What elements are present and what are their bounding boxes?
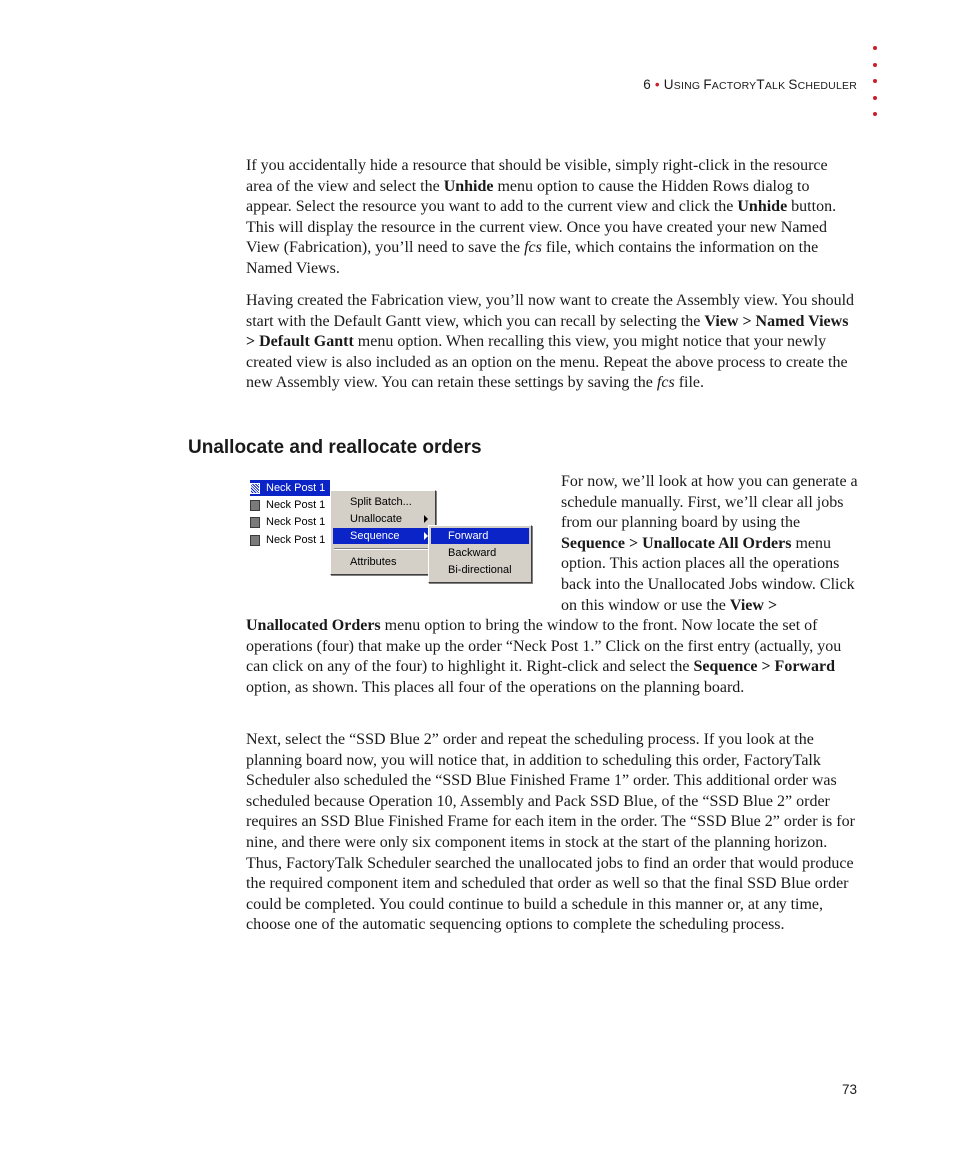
resource-item[interactable]: [250, 497, 330, 513]
resource-label: Neck Post 1: [266, 534, 326, 546]
resource-item[interactable]: [250, 532, 330, 548]
margin-dot: [873, 46, 877, 50]
header-bullet: •: [654, 77, 660, 92]
sequence-submenu: [428, 525, 532, 583]
margin-dots: [871, 46, 879, 129]
text-run: menu option. This action places all the operations back into the Unallocated Jobs window. Click on this window or use the: [561, 534, 855, 614]
text-run: menu option. When recalling this view, you might notice that your newly created view is also included as an option on the menu. Repeat the above process to create the new Assembly view. You can retain these settings by saving the: [246, 333, 848, 392]
text-run: If you accidentally hide a resource that should be visible, simply right-click in the resource area of the view and select the: [246, 157, 828, 195]
text-run: Unhide: [737, 198, 788, 216]
text-run: button. This will display the resource in the current view. Once you have created your new Named View (Fabrication), you’ll need to save the: [246, 198, 837, 257]
paragraph-unhide: [246, 156, 858, 280]
resource-icon: [250, 535, 260, 546]
resource-label: Neck Post 1: [266, 516, 326, 528]
text-run: option, as shown. This places all four of the operations on the planning board.: [246, 678, 745, 696]
text-run: Sequence > Unallocate All Orders: [561, 534, 792, 552]
chapter-title-part: ACTORY: [711, 80, 757, 92]
chapter-title-part: CHEDULER: [797, 80, 857, 92]
text-run: View > Unallocated Orders: [246, 596, 778, 635]
chapter-title-part: U: [663, 77, 674, 92]
text-run: For now, we’ll look at how you can generate a schedule manually. First, we’ll clear all jobs from our planning board by using the: [561, 473, 858, 532]
running-header: [643, 77, 857, 92]
menu-item-forward[interactable]: Forward: [431, 528, 529, 544]
menu-item-unallocate[interactable]: [333, 511, 433, 527]
section-heading: Unallocate and reallocate orders: [188, 437, 482, 458]
text-run: menu option to cause the Hidden Rows dialog to appear. Select the resource you want to add to the current view and click the: [246, 177, 810, 216]
text-run: Unhide: [443, 177, 494, 195]
chapter-title-part: T: [756, 77, 765, 92]
chapter-title-part: S: [788, 77, 798, 92]
resource-label: Neck Post 1: [266, 499, 326, 511]
menu-item-label: Sequence: [350, 530, 400, 542]
menu-item-backward[interactable]: Backward: [448, 547, 497, 559]
context-menu: [330, 490, 436, 575]
text-run: file.: [674, 374, 705, 392]
text-run: View > Named Views > Default Gantt: [246, 312, 849, 351]
context-menu-screenshot: [248, 478, 538, 588]
resource-item[interactable]: [250, 480, 330, 496]
margin-dot: [873, 79, 877, 83]
chapter-title-part: F: [703, 77, 712, 92]
resource-item[interactable]: [250, 514, 330, 530]
page-number: 73: [841, 1082, 857, 1097]
resource-label: Neck Post 1: [266, 482, 326, 494]
resource-icon: [250, 483, 260, 494]
paragraph-assembly-view: [246, 291, 858, 394]
menu-item-label: Unallocate: [350, 513, 402, 525]
resource-icon: [250, 500, 260, 511]
resource-icon: [250, 517, 260, 528]
text-run: file, which contains the information on the Named Views.: [246, 239, 819, 277]
text-run: menu option to bring the window to the front. Now locate the set of operations (four) that make up the order “Neck Post 1.” Click on the first entry (actually, you can click on any of the four) to highlight it. Right-click and select the: [246, 617, 842, 676]
text-run: fcs: [524, 239, 542, 257]
chapter-title-part: ALK: [764, 80, 789, 92]
menu-separator: [334, 548, 432, 550]
submenu-arrow-icon: [424, 515, 428, 523]
text-run: Having created the Fabrication view, you’ll now want to create the Assembly view. You should start with the Default Gantt view, which you can recall by selecting the: [246, 292, 855, 330]
margin-dot: [873, 63, 877, 67]
chapter-title-part: SING: [673, 80, 704, 92]
text-run: Next, select the “SSD Blue 2” order and repeat the scheduling process. If you look at the planning board now, you will notice that, in addition to scheduling this order, FactoryTalk Scheduler also scheduled the “SSD Blue Finished Frame 1” order. This additional order was scheduled because Operation 10, Assembly and Pack SSD Blue, of the “SSD Blue 2” order requires an SSD Blue Finished Frame for each item in the order. The “SSD Blue 2” order is for nine, and there were only six component items in stock at the start of the planning horizon. Thus, FactoryTalk Scheduler searched the unallocated jobs to find an order that would produce the required component item and scheduled that order as well so that the final SSD Blue order could be completed. You could continue to build a schedule in this manner or, at any time, choose one of the automatic sequencing options to complete the scheduling process.: [246, 731, 855, 934]
text-run: Sequence > Forward: [693, 658, 835, 676]
paragraph-ssd-blue: [246, 730, 858, 936]
chapter-number: 6: [643, 77, 651, 92]
margin-dot: [873, 112, 877, 116]
menu-item-sequence[interactable]: [333, 528, 433, 544]
chapter-title: [664, 77, 857, 92]
margin-dot: [873, 96, 877, 100]
text-run: fcs: [656, 374, 675, 392]
menu-item-bidirectional[interactable]: Bi-directional: [448, 564, 512, 576]
menu-item-attributes[interactable]: Attributes: [350, 556, 397, 568]
menu-item-split-batch[interactable]: Split Batch...: [350, 496, 412, 508]
